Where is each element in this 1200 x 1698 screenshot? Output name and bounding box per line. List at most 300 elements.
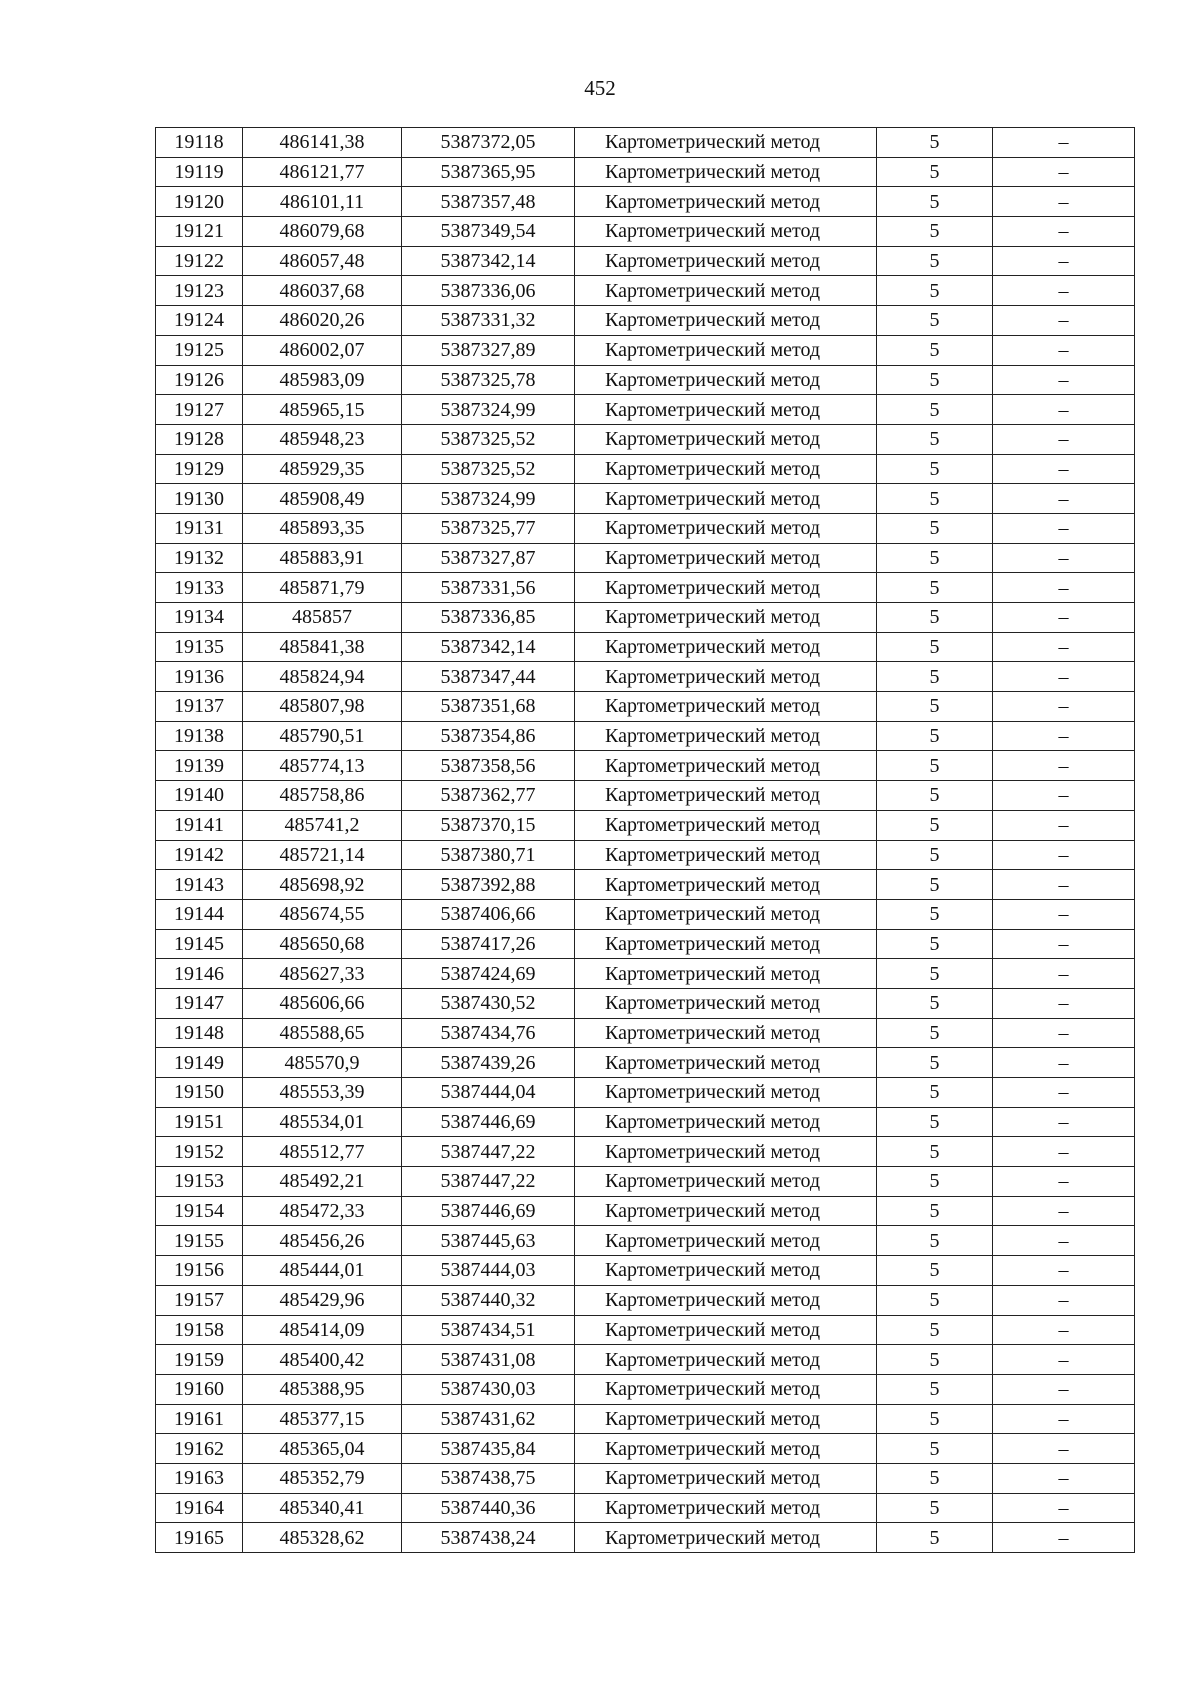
description-cell: – bbox=[993, 959, 1135, 989]
y-coordinate-cell: 5387434,76 bbox=[402, 1018, 575, 1048]
y-coordinate-cell: 5387349,54 bbox=[402, 217, 575, 247]
description-cell: – bbox=[993, 1345, 1135, 1375]
x-coordinate-cell: 485721,14 bbox=[243, 840, 402, 870]
description-cell: – bbox=[993, 870, 1135, 900]
point-number-cell: 19145 bbox=[156, 929, 243, 959]
y-coordinate-cell: 5387438,75 bbox=[402, 1463, 575, 1493]
point-number-cell: 19143 bbox=[156, 870, 243, 900]
x-coordinate-cell: 486020,26 bbox=[243, 306, 402, 336]
accuracy-cell: 5 bbox=[877, 395, 993, 425]
point-number-cell: 19133 bbox=[156, 573, 243, 603]
description-cell: – bbox=[993, 1493, 1135, 1523]
table-row bbox=[156, 306, 1135, 336]
y-coordinate-cell: 5387331,32 bbox=[402, 306, 575, 336]
method-cell: Картометрический метод bbox=[575, 721, 877, 751]
table-row bbox=[156, 128, 1135, 158]
table-row bbox=[156, 1374, 1135, 1404]
x-coordinate-cell: 485883,91 bbox=[243, 543, 402, 573]
point-number-cell: 19121 bbox=[156, 217, 243, 247]
method-cell: Картометрический метод bbox=[575, 603, 877, 633]
table-row bbox=[156, 1018, 1135, 1048]
point-number-cell: 19146 bbox=[156, 959, 243, 989]
description-cell: – bbox=[993, 1404, 1135, 1434]
description-cell: – bbox=[993, 1374, 1135, 1404]
description-cell: – bbox=[993, 1107, 1135, 1137]
table-row bbox=[156, 395, 1135, 425]
y-coordinate-cell: 5387438,24 bbox=[402, 1523, 575, 1553]
x-coordinate-cell: 485606,66 bbox=[243, 988, 402, 1018]
description-cell: – bbox=[993, 1226, 1135, 1256]
point-number-cell: 19151 bbox=[156, 1107, 243, 1137]
accuracy-cell: 5 bbox=[877, 1078, 993, 1108]
accuracy-cell: 5 bbox=[877, 246, 993, 276]
accuracy-cell: 5 bbox=[877, 1315, 993, 1345]
table-row bbox=[156, 157, 1135, 187]
method-cell: Картометрический метод bbox=[575, 632, 877, 662]
point-number-cell: 19155 bbox=[156, 1226, 243, 1256]
table-row bbox=[156, 1463, 1135, 1493]
table-row bbox=[156, 870, 1135, 900]
accuracy-cell: 5 bbox=[877, 365, 993, 395]
method-cell: Картометрический метод bbox=[575, 1078, 877, 1108]
method-cell: Картометрический метод bbox=[575, 692, 877, 722]
table-row bbox=[156, 335, 1135, 365]
y-coordinate-cell: 5387331,56 bbox=[402, 573, 575, 603]
description-cell: – bbox=[993, 899, 1135, 929]
point-number-cell: 19122 bbox=[156, 246, 243, 276]
table-row bbox=[156, 217, 1135, 247]
table-row bbox=[156, 513, 1135, 543]
y-coordinate-cell: 5387447,22 bbox=[402, 1137, 575, 1167]
y-coordinate-cell: 5387446,69 bbox=[402, 1196, 575, 1226]
method-cell: Картометрический метод bbox=[575, 1463, 877, 1493]
point-number-cell: 19139 bbox=[156, 751, 243, 781]
method-cell: Картометрический метод bbox=[575, 1434, 877, 1464]
point-number-cell: 19159 bbox=[156, 1345, 243, 1375]
point-number-cell: 19126 bbox=[156, 365, 243, 395]
accuracy-cell: 5 bbox=[877, 217, 993, 247]
table-row bbox=[156, 810, 1135, 840]
table-row bbox=[156, 573, 1135, 603]
x-coordinate-cell: 485824,94 bbox=[243, 662, 402, 692]
accuracy-cell: 5 bbox=[877, 128, 993, 158]
x-coordinate-cell: 485948,23 bbox=[243, 424, 402, 454]
point-number-cell: 19164 bbox=[156, 1493, 243, 1523]
x-coordinate-cell: 485328,62 bbox=[243, 1523, 402, 1553]
point-number-cell: 19149 bbox=[156, 1048, 243, 1078]
x-coordinate-cell: 485340,41 bbox=[243, 1493, 402, 1523]
method-cell: Картометрический метод bbox=[575, 513, 877, 543]
point-number-cell: 19162 bbox=[156, 1434, 243, 1464]
description-cell: – bbox=[993, 929, 1135, 959]
point-number-cell: 19134 bbox=[156, 603, 243, 633]
description-cell: – bbox=[993, 1078, 1135, 1108]
table-row bbox=[156, 1404, 1135, 1434]
x-coordinate-cell: 485553,39 bbox=[243, 1078, 402, 1108]
description-cell: – bbox=[993, 1463, 1135, 1493]
description-cell: – bbox=[993, 692, 1135, 722]
point-number-cell: 19141 bbox=[156, 810, 243, 840]
method-cell: Картометрический метод bbox=[575, 395, 877, 425]
x-coordinate-cell: 485365,04 bbox=[243, 1434, 402, 1464]
method-cell: Картометрический метод bbox=[575, 187, 877, 217]
description-cell: – bbox=[993, 632, 1135, 662]
x-coordinate-cell: 485698,92 bbox=[243, 870, 402, 900]
description-cell: – bbox=[993, 395, 1135, 425]
method-cell: Картометрический метод bbox=[575, 217, 877, 247]
method-cell: Картометрический метод bbox=[575, 899, 877, 929]
x-coordinate-cell: 485841,38 bbox=[243, 632, 402, 662]
method-cell: Картометрический метод bbox=[575, 988, 877, 1018]
table-row bbox=[156, 276, 1135, 306]
x-coordinate-cell: 485983,09 bbox=[243, 365, 402, 395]
accuracy-cell: 5 bbox=[877, 603, 993, 633]
y-coordinate-cell: 5387370,15 bbox=[402, 810, 575, 840]
x-coordinate-cell: 485857 bbox=[243, 603, 402, 633]
table-row bbox=[156, 751, 1135, 781]
method-cell: Картометрический метод bbox=[575, 1345, 877, 1375]
y-coordinate-cell: 5387380,71 bbox=[402, 840, 575, 870]
x-coordinate-cell: 485570,9 bbox=[243, 1048, 402, 1078]
x-coordinate-cell: 485444,01 bbox=[243, 1256, 402, 1286]
point-number-cell: 19119 bbox=[156, 157, 243, 187]
x-coordinate-cell: 485492,21 bbox=[243, 1167, 402, 1197]
accuracy-cell: 5 bbox=[877, 751, 993, 781]
accuracy-cell: 5 bbox=[877, 543, 993, 573]
accuracy-cell: 5 bbox=[877, 959, 993, 989]
x-coordinate-cell: 485400,42 bbox=[243, 1345, 402, 1375]
y-coordinate-cell: 5387325,52 bbox=[402, 454, 575, 484]
accuracy-cell: 5 bbox=[877, 840, 993, 870]
y-coordinate-cell: 5387431,08 bbox=[402, 1345, 575, 1375]
point-number-cell: 19161 bbox=[156, 1404, 243, 1434]
x-coordinate-cell: 485807,98 bbox=[243, 692, 402, 722]
table-row bbox=[156, 454, 1135, 484]
point-number-cell: 19147 bbox=[156, 988, 243, 1018]
y-coordinate-cell: 5387444,03 bbox=[402, 1256, 575, 1286]
y-coordinate-cell: 5387342,14 bbox=[402, 632, 575, 662]
method-cell: Картометрический метод bbox=[575, 751, 877, 781]
table-row bbox=[156, 1523, 1135, 1553]
description-cell: – bbox=[993, 1048, 1135, 1078]
method-cell: Картометрический метод bbox=[575, 1285, 877, 1315]
accuracy-cell: 5 bbox=[877, 1196, 993, 1226]
x-coordinate-cell: 485965,15 bbox=[243, 395, 402, 425]
accuracy-cell: 5 bbox=[877, 513, 993, 543]
table-row bbox=[156, 1167, 1135, 1197]
y-coordinate-cell: 5387362,77 bbox=[402, 781, 575, 811]
method-cell: Картометрический метод bbox=[575, 543, 877, 573]
point-number-cell: 19148 bbox=[156, 1018, 243, 1048]
accuracy-cell: 5 bbox=[877, 454, 993, 484]
table-row bbox=[156, 603, 1135, 633]
accuracy-cell: 5 bbox=[877, 424, 993, 454]
description-cell: – bbox=[993, 454, 1135, 484]
point-number-cell: 19137 bbox=[156, 692, 243, 722]
method-cell: Картометрический метод bbox=[575, 662, 877, 692]
x-coordinate-cell: 485741,2 bbox=[243, 810, 402, 840]
x-coordinate-cell: 486101,11 bbox=[243, 187, 402, 217]
point-number-cell: 19144 bbox=[156, 899, 243, 929]
y-coordinate-cell: 5387440,32 bbox=[402, 1285, 575, 1315]
description-cell: – bbox=[993, 335, 1135, 365]
table-row bbox=[156, 1315, 1135, 1345]
y-coordinate-cell: 5387324,99 bbox=[402, 484, 575, 514]
point-number-cell: 19129 bbox=[156, 454, 243, 484]
table-row bbox=[156, 988, 1135, 1018]
x-coordinate-cell: 485790,51 bbox=[243, 721, 402, 751]
method-cell: Картометрический метод bbox=[575, 335, 877, 365]
x-coordinate-cell: 486037,68 bbox=[243, 276, 402, 306]
method-cell: Картометрический метод bbox=[575, 1018, 877, 1048]
x-coordinate-cell: 485650,68 bbox=[243, 929, 402, 959]
accuracy-cell: 5 bbox=[877, 187, 993, 217]
accuracy-cell: 5 bbox=[877, 276, 993, 306]
method-cell: Картометрический метод bbox=[575, 929, 877, 959]
table-row bbox=[156, 1078, 1135, 1108]
y-coordinate-cell: 5387336,85 bbox=[402, 603, 575, 633]
description-cell: – bbox=[993, 1434, 1135, 1464]
table-row bbox=[156, 424, 1135, 454]
method-cell: Картометрический метод bbox=[575, 454, 877, 484]
y-coordinate-cell: 5387347,44 bbox=[402, 662, 575, 692]
method-cell: Картометрический метод bbox=[575, 1523, 877, 1553]
y-coordinate-cell: 5387354,86 bbox=[402, 721, 575, 751]
description-cell: – bbox=[993, 751, 1135, 781]
x-coordinate-cell: 485512,77 bbox=[243, 1137, 402, 1167]
description-cell: – bbox=[993, 484, 1135, 514]
x-coordinate-cell: 485871,79 bbox=[243, 573, 402, 603]
table-row bbox=[156, 1345, 1135, 1375]
table-row bbox=[156, 662, 1135, 692]
point-number-cell: 19163 bbox=[156, 1463, 243, 1493]
accuracy-cell: 5 bbox=[877, 1048, 993, 1078]
description-cell: – bbox=[993, 840, 1135, 870]
method-cell: Картометрический метод bbox=[575, 1404, 877, 1434]
y-coordinate-cell: 5387440,36 bbox=[402, 1493, 575, 1523]
y-coordinate-cell: 5387430,52 bbox=[402, 988, 575, 1018]
table-row bbox=[156, 1137, 1135, 1167]
table-row bbox=[156, 1196, 1135, 1226]
y-coordinate-cell: 5387351,68 bbox=[402, 692, 575, 722]
x-coordinate-cell: 485414,09 bbox=[243, 1315, 402, 1345]
description-cell: – bbox=[993, 157, 1135, 187]
method-cell: Картометрический метод bbox=[575, 959, 877, 989]
description-cell: – bbox=[993, 187, 1135, 217]
accuracy-cell: 5 bbox=[877, 988, 993, 1018]
x-coordinate-cell: 485534,01 bbox=[243, 1107, 402, 1137]
x-coordinate-cell: 485429,96 bbox=[243, 1285, 402, 1315]
y-coordinate-cell: 5387430,03 bbox=[402, 1374, 575, 1404]
description-cell: – bbox=[993, 603, 1135, 633]
y-coordinate-cell: 5387336,06 bbox=[402, 276, 575, 306]
y-coordinate-cell: 5387342,14 bbox=[402, 246, 575, 276]
table-row bbox=[156, 1285, 1135, 1315]
point-number-cell: 19158 bbox=[156, 1315, 243, 1345]
x-coordinate-cell: 486002,07 bbox=[243, 335, 402, 365]
description-cell: – bbox=[993, 781, 1135, 811]
table-row bbox=[156, 692, 1135, 722]
point-number-cell: 19160 bbox=[156, 1374, 243, 1404]
y-coordinate-cell: 5387444,04 bbox=[402, 1078, 575, 1108]
point-number-cell: 19125 bbox=[156, 335, 243, 365]
x-coordinate-cell: 486121,77 bbox=[243, 157, 402, 187]
y-coordinate-cell: 5387324,99 bbox=[402, 395, 575, 425]
y-coordinate-cell: 5387358,56 bbox=[402, 751, 575, 781]
method-cell: Картометрический метод bbox=[575, 1048, 877, 1078]
accuracy-cell: 5 bbox=[877, 1285, 993, 1315]
method-cell: Картометрический метод bbox=[575, 1196, 877, 1226]
method-cell: Картометрический метод bbox=[575, 1256, 877, 1286]
accuracy-cell: 5 bbox=[877, 810, 993, 840]
coordinates-table bbox=[155, 127, 1135, 1553]
accuracy-cell: 5 bbox=[877, 1256, 993, 1286]
point-number-cell: 19130 bbox=[156, 484, 243, 514]
accuracy-cell: 5 bbox=[877, 1493, 993, 1523]
table-row bbox=[156, 1107, 1135, 1137]
x-coordinate-cell: 485929,35 bbox=[243, 454, 402, 484]
accuracy-cell: 5 bbox=[877, 1107, 993, 1137]
description-cell: – bbox=[993, 662, 1135, 692]
accuracy-cell: 5 bbox=[877, 1018, 993, 1048]
y-coordinate-cell: 5387434,51 bbox=[402, 1315, 575, 1345]
y-coordinate-cell: 5387325,78 bbox=[402, 365, 575, 395]
method-cell: Картометрический метод bbox=[575, 810, 877, 840]
description-cell: – bbox=[993, 306, 1135, 336]
method-cell: Картометрический метод bbox=[575, 128, 877, 158]
method-cell: Картометрический метод bbox=[575, 1107, 877, 1137]
table-row bbox=[156, 1256, 1135, 1286]
description-cell: – bbox=[993, 1018, 1135, 1048]
accuracy-cell: 5 bbox=[877, 870, 993, 900]
table-row bbox=[156, 929, 1135, 959]
accuracy-cell: 5 bbox=[877, 1523, 993, 1553]
table-row bbox=[156, 246, 1135, 276]
x-coordinate-cell: 486141,38 bbox=[243, 128, 402, 158]
x-coordinate-cell: 485456,26 bbox=[243, 1226, 402, 1256]
description-cell: – bbox=[993, 365, 1135, 395]
description-cell: – bbox=[993, 721, 1135, 751]
accuracy-cell: 5 bbox=[877, 573, 993, 603]
method-cell: Картометрический метод bbox=[575, 1137, 877, 1167]
table-row bbox=[156, 632, 1135, 662]
method-cell: Картометрический метод bbox=[575, 840, 877, 870]
method-cell: Картометрический метод bbox=[575, 424, 877, 454]
x-coordinate-cell: 486057,48 bbox=[243, 246, 402, 276]
point-number-cell: 19153 bbox=[156, 1167, 243, 1197]
x-coordinate-cell: 485758,86 bbox=[243, 781, 402, 811]
point-number-cell: 19138 bbox=[156, 721, 243, 751]
table-row bbox=[156, 959, 1135, 989]
point-number-cell: 19152 bbox=[156, 1137, 243, 1167]
point-number-cell: 19135 bbox=[156, 632, 243, 662]
point-number-cell: 19157 bbox=[156, 1285, 243, 1315]
method-cell: Картометрический метод bbox=[575, 246, 877, 276]
point-number-cell: 19150 bbox=[156, 1078, 243, 1108]
table-row bbox=[156, 721, 1135, 751]
accuracy-cell: 5 bbox=[877, 721, 993, 751]
y-coordinate-cell: 5387431,62 bbox=[402, 1404, 575, 1434]
description-cell: – bbox=[993, 128, 1135, 158]
accuracy-cell: 5 bbox=[877, 484, 993, 514]
table-row bbox=[156, 187, 1135, 217]
description-cell: – bbox=[993, 988, 1135, 1018]
accuracy-cell: 5 bbox=[877, 1167, 993, 1197]
x-coordinate-cell: 485388,95 bbox=[243, 1374, 402, 1404]
y-coordinate-cell: 5387365,95 bbox=[402, 157, 575, 187]
method-cell: Картометрический метод bbox=[575, 157, 877, 187]
method-cell: Картометрический метод bbox=[575, 484, 877, 514]
x-coordinate-cell: 485472,33 bbox=[243, 1196, 402, 1226]
description-cell: – bbox=[993, 513, 1135, 543]
accuracy-cell: 5 bbox=[877, 692, 993, 722]
point-number-cell: 19136 bbox=[156, 662, 243, 692]
x-coordinate-cell: 485893,35 bbox=[243, 513, 402, 543]
table-row bbox=[156, 365, 1135, 395]
accuracy-cell: 5 bbox=[877, 929, 993, 959]
point-number-cell: 19127 bbox=[156, 395, 243, 425]
description-cell: – bbox=[993, 543, 1135, 573]
description-cell: – bbox=[993, 246, 1135, 276]
accuracy-cell: 5 bbox=[877, 1404, 993, 1434]
x-coordinate-cell: 485377,15 bbox=[243, 1404, 402, 1434]
accuracy-cell: 5 bbox=[877, 1137, 993, 1167]
method-cell: Картометрический метод bbox=[575, 573, 877, 603]
x-coordinate-cell: 485627,33 bbox=[243, 959, 402, 989]
y-coordinate-cell: 5387445,63 bbox=[402, 1226, 575, 1256]
point-number-cell: 19123 bbox=[156, 276, 243, 306]
table-row bbox=[156, 1226, 1135, 1256]
method-cell: Картометрический метод bbox=[575, 1374, 877, 1404]
y-coordinate-cell: 5387325,77 bbox=[402, 513, 575, 543]
y-coordinate-cell: 5387447,22 bbox=[402, 1167, 575, 1197]
method-cell: Картометрический метод bbox=[575, 1226, 877, 1256]
description-cell: – bbox=[993, 1523, 1135, 1553]
table-row bbox=[156, 543, 1135, 573]
page-number: 452 bbox=[584, 76, 616, 100]
y-coordinate-cell: 5387406,66 bbox=[402, 899, 575, 929]
description-cell: – bbox=[993, 1137, 1135, 1167]
y-coordinate-cell: 5387327,89 bbox=[402, 335, 575, 365]
point-number-cell: 19120 bbox=[156, 187, 243, 217]
method-cell: Картометрический метод bbox=[575, 306, 877, 336]
y-coordinate-cell: 5387392,88 bbox=[402, 870, 575, 900]
table-row bbox=[156, 840, 1135, 870]
point-number-cell: 19165 bbox=[156, 1523, 243, 1553]
method-cell: Картометрический метод bbox=[575, 1493, 877, 1523]
table-row bbox=[156, 484, 1135, 514]
method-cell: Картометрический метод bbox=[575, 1167, 877, 1197]
method-cell: Картометрический метод bbox=[575, 781, 877, 811]
point-number-cell: 19132 bbox=[156, 543, 243, 573]
y-coordinate-cell: 5387439,26 bbox=[402, 1048, 575, 1078]
table-row bbox=[156, 899, 1135, 929]
x-coordinate-cell: 486079,68 bbox=[243, 217, 402, 247]
description-cell: – bbox=[993, 1285, 1135, 1315]
accuracy-cell: 5 bbox=[877, 1374, 993, 1404]
x-coordinate-cell: 485774,13 bbox=[243, 751, 402, 781]
description-cell: – bbox=[993, 1196, 1135, 1226]
point-number-cell: 19124 bbox=[156, 306, 243, 336]
table-row bbox=[156, 1434, 1135, 1464]
accuracy-cell: 5 bbox=[877, 899, 993, 929]
y-coordinate-cell: 5387372,05 bbox=[402, 128, 575, 158]
accuracy-cell: 5 bbox=[877, 335, 993, 365]
description-cell: – bbox=[993, 573, 1135, 603]
table-row bbox=[156, 1048, 1135, 1078]
description-cell: – bbox=[993, 276, 1135, 306]
point-number-cell: 19140 bbox=[156, 781, 243, 811]
